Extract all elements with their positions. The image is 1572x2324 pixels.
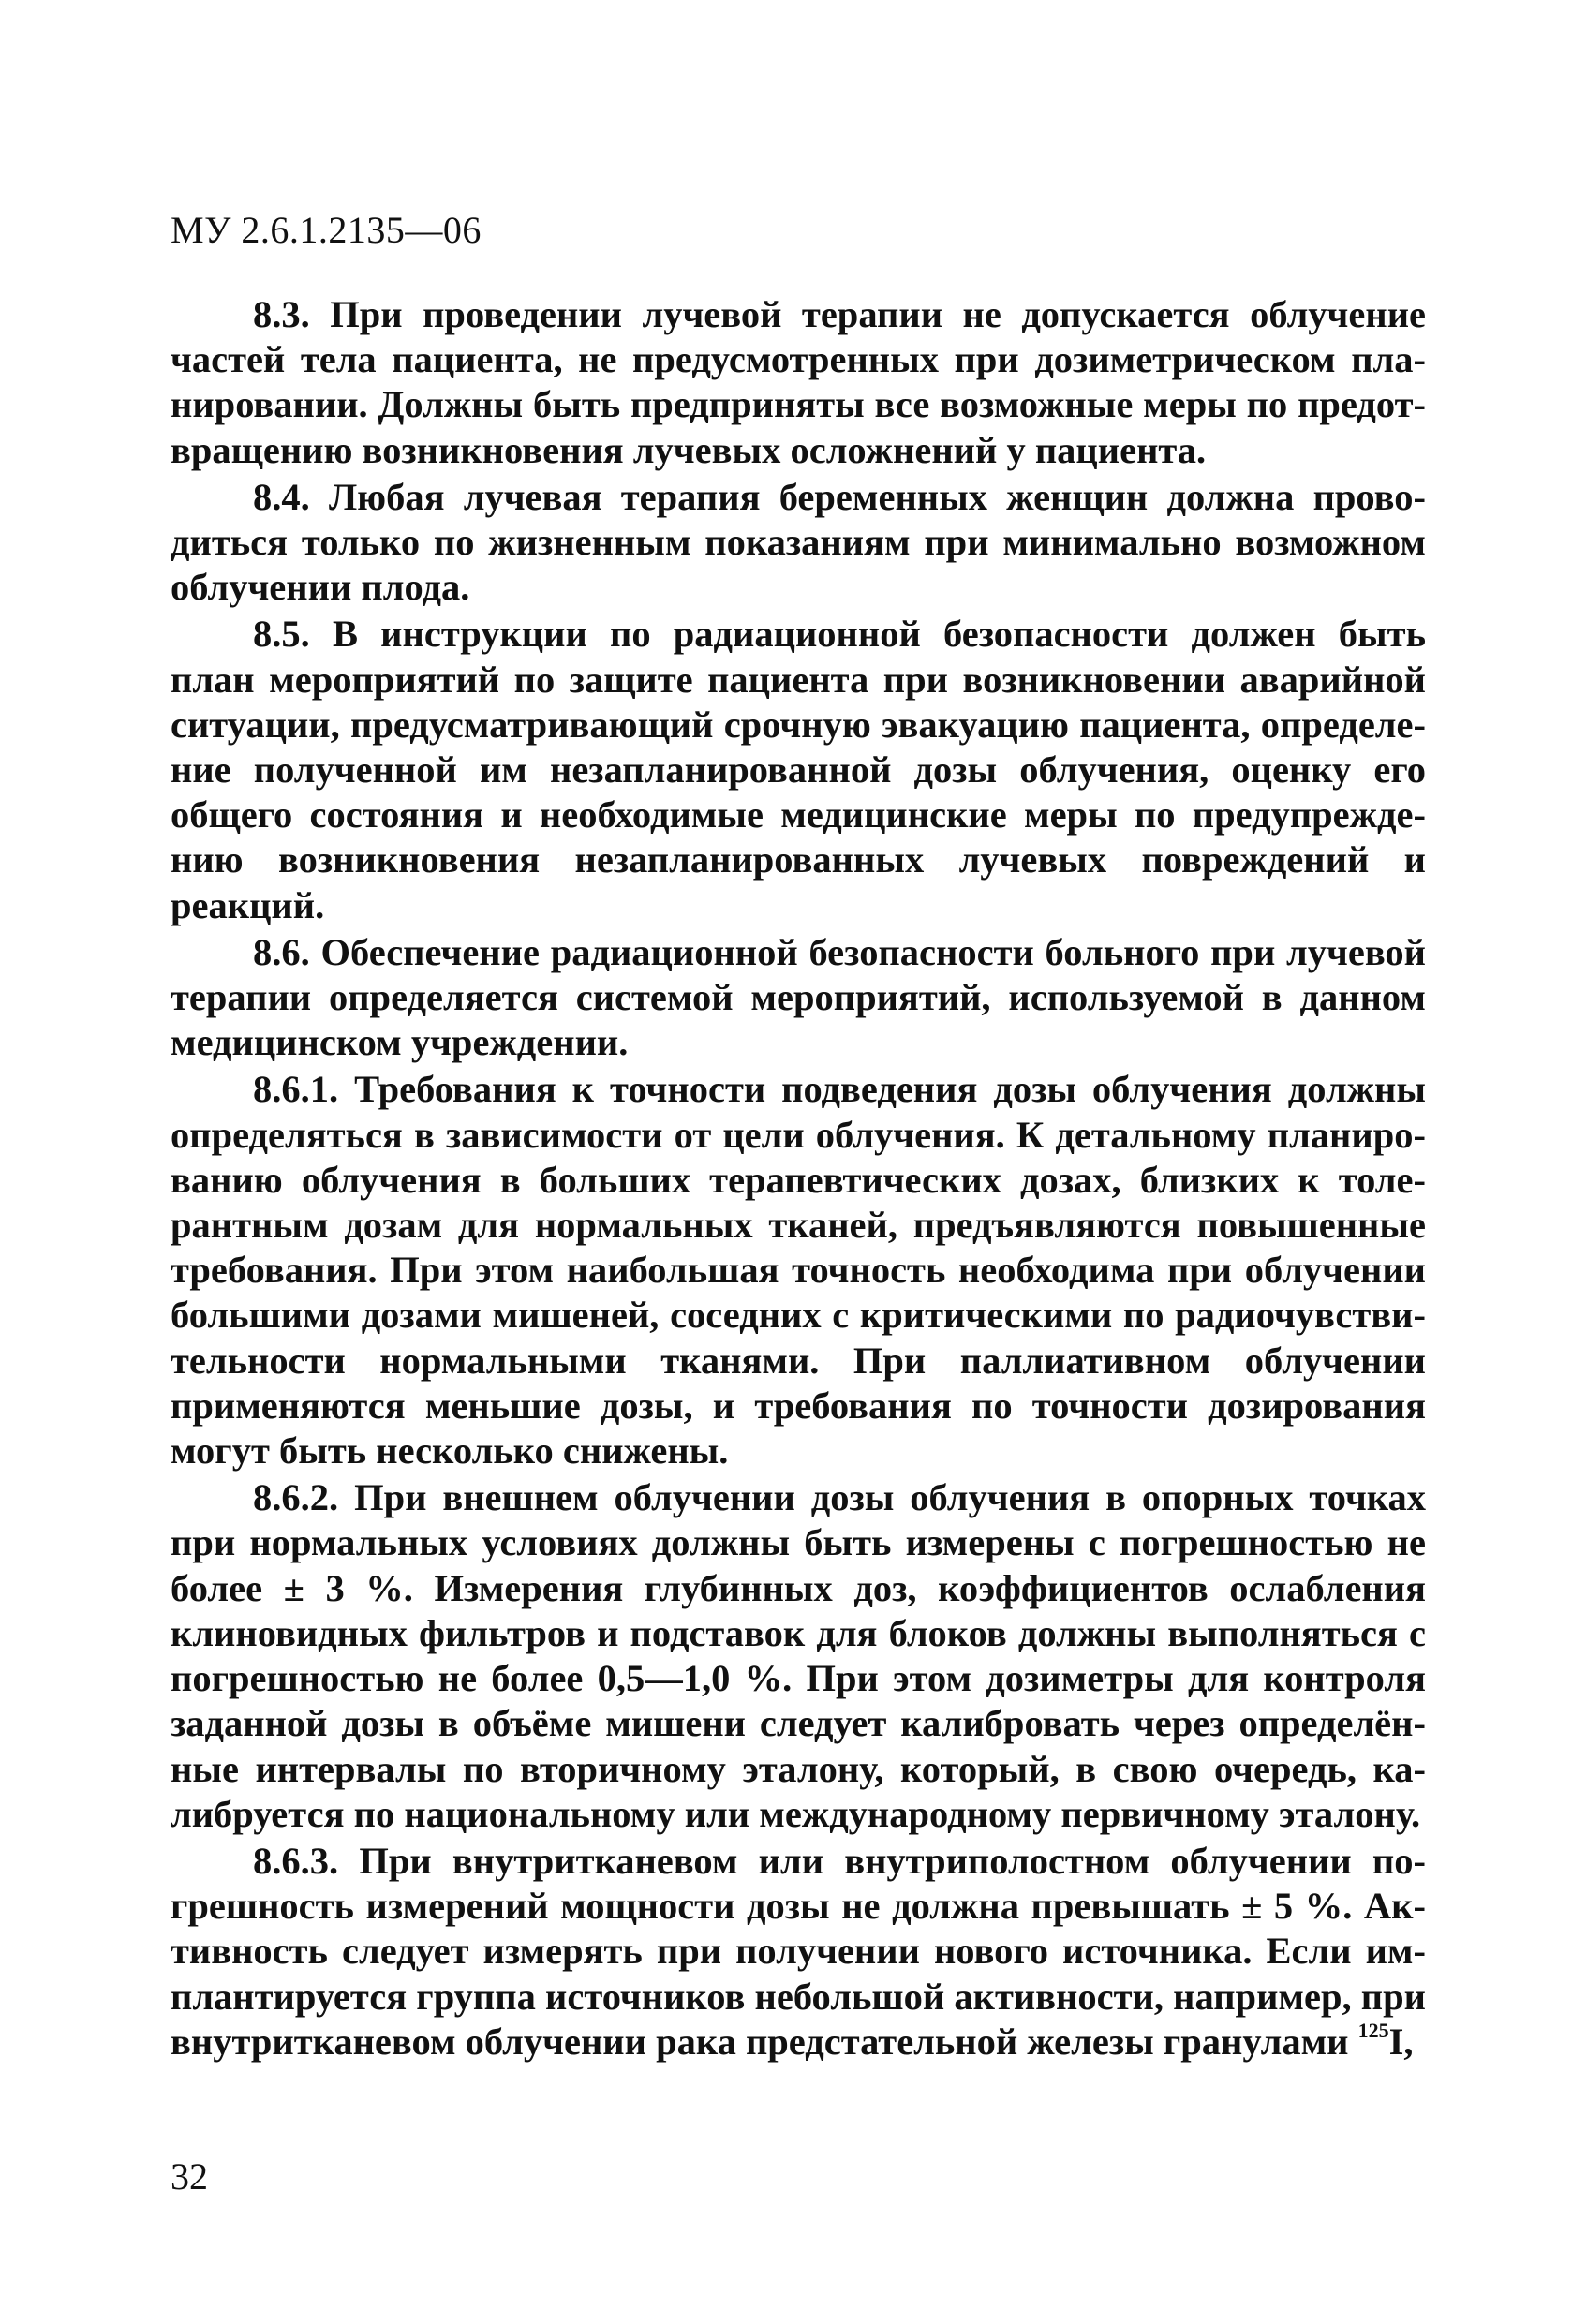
paragraph-number: 8.6.2.	[253, 1476, 339, 1519]
isotope-symbol: I	[1388, 2020, 1404, 2063]
paragraph-8-4	[171, 475, 1426, 611]
paragraph-8-6	[171, 930, 1426, 1066]
paragraph-8-3	[171, 292, 1426, 473]
paragraph-text: При внутритканевом или внутриполостном облучении погрешность измерений мощности дозы не должна превышать ± 5 %. Активность следует измерять при получении нового источника. Если имплантируется группа источников небольшой активности, например, при внутритканевом облучении рака предстательной железы гранулами	[171, 1839, 1426, 2063]
paragraph-text: При внешнем облучении дозы облучения в опорных точках при нормальных условиях должны быть измерены с погрешностью не более ± 3 %. Измерения глубинных доз, коэффициентов ослабления клиновидных фильтров и подставок для блоков должны выполняться с погрешностью не более 0,5—1,0 %. При этом дозиметры для контроля заданной дозы в объёме мишени следует калибровать через определённые интервалы по вторичному эталону, который, в свою очередь, калибруется по национальному или международному первичному эталону.	[171, 1476, 1427, 1835]
trailing-punctuation: ,	[1403, 2020, 1414, 2063]
paragraph-number: 8.4.	[253, 475, 310, 518]
paragraph-8-5	[171, 612, 1426, 927]
paragraph-text: В инструкции по радиационной безопасности должен быть план мероприятий по защите пациента при возникновении аварийной ситуации, предусматривающий срочную эвакуацию пациента, определение полученной им незапланированной дозы облучения, оценку его общего состояния и необходимые медицинские меры по предупреждению возникновения незапланированных лучевых повреждений и реакций.	[171, 613, 1426, 926]
paragraph-8-6-2	[171, 1475, 1426, 1837]
paragraph-text: При проведении лучевой терапии не допускается облучение частей тела пациента, не предусмотренных при дозиметрическом планировании. Должны быть предприняты все возможные меры по предотвращению возникновения лучевых осложнений у пациента.	[171, 293, 1427, 471]
paragraph-number: 8.6.1.	[253, 1068, 339, 1111]
paragraph-text: Любая лучевая терапия беременных женщин должна проводиться только по жизненным показаниям при минимально возможном облучении плода.	[171, 475, 1427, 609]
isotope-mass-number: 125	[1357, 2018, 1389, 2042]
paragraph-8-6-3	[171, 1839, 1426, 2065]
page-number: 32	[171, 2155, 208, 2198]
paragraph-number: 8.6.	[253, 930, 310, 973]
paragraph-8-6-1	[171, 1067, 1426, 1473]
paragraph-number: 8.5.	[253, 613, 310, 656]
paragraph-number: 8.6.3.	[253, 1839, 339, 1882]
document-body	[171, 292, 1426, 2066]
paragraph-number: 8.3.	[253, 293, 310, 335]
paragraph-text: Обеспечение радиационной безопасности больного при лучевой терапии определяется системой мероприятий, используемой в данном медицинском учреждении.	[171, 930, 1427, 1064]
document-code-header: МУ 2.6.1.2135—06	[171, 209, 482, 251]
paragraph-text: Требования к точности подведения дозы облучения должны определяться в зависимости от цели облучения. К детальному планированию облучения в больших терапевтических дозах, близких к толерантным дозам для нормальных тканей, предъявляются повышенные требования. При этом наибольшая точность необходима при облучении большими дозами мишеней, соседних с критическими по радиочувствительности нормальными тканями. При паллиативном облучении применяются меньшие дозы, и требования по точности дозирования могут быть несколько снижены.	[171, 1068, 1427, 1473]
